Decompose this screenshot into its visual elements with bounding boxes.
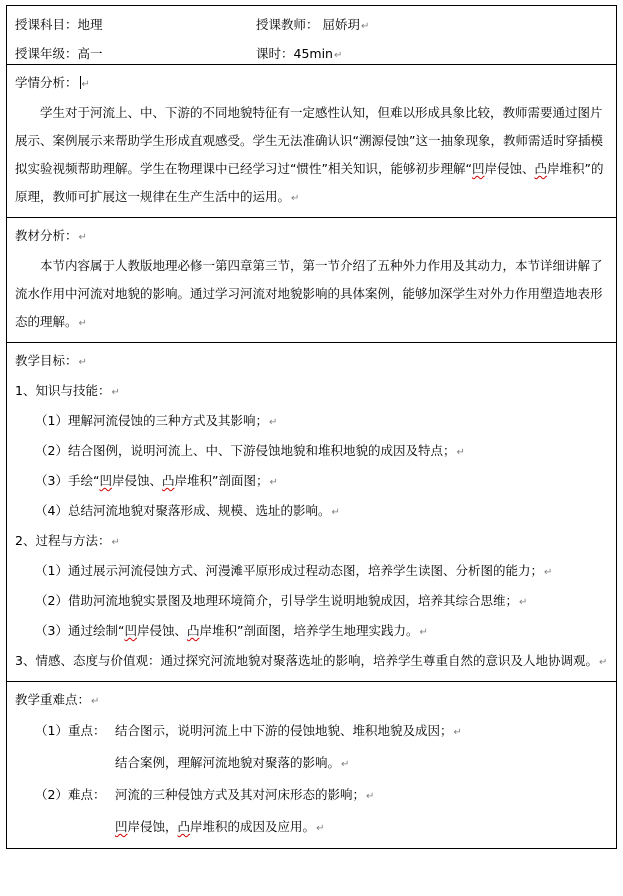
- paragraph-mark: ↵: [419, 627, 428, 638]
- paragraph-mark: ↵: [316, 823, 325, 834]
- paragraph-mark: ↵: [78, 318, 87, 329]
- textbook-analysis-text: 本节内容属于人教版地理必修一第四章第三节，第一节介绍了五种外力作用及其动力，本节详细讲解了流水作用中河流对地貌的影响。通过学习河流对地貌影响的具体案例，能够加深学生对外力作用塑造地表形态的理解。↵: [15, 258, 603, 329]
- difficult-point-label: （2）难点：: [35, 787, 106, 802]
- key-point-text: 结合图示，说明河流上中下游的侵蚀地貌、堆积地貌及成因；: [115, 723, 453, 738]
- values-goal: 3、情感、态度与价值观：通过探究河流地貌对聚落选址的影响，培养学生尊重自然的意识及人地协调观。: [15, 653, 598, 668]
- goal-item: （3）手绘“凹岸侵蚀、凸岸堆积”剖面图；↵: [35, 473, 278, 488]
- section-title: 学情分析：: [15, 75, 78, 90]
- paragraph-mark: ↵: [78, 357, 87, 368]
- paragraph-mark: ↵: [518, 597, 528, 608]
- course-info-header: [7, 6, 616, 64]
- key-point-label: （1）重点：: [35, 723, 106, 738]
- spellcheck-word[interactable]: 凸: [177, 819, 191, 834]
- spellcheck-word[interactable]: 凹: [471, 161, 485, 176]
- paragraph-mark: ↵: [456, 447, 465, 458]
- section-title: 教学目标：: [15, 353, 78, 368]
- grade-text: 授课年级：高一: [15, 46, 103, 61]
- paragraph-mark: ↵: [333, 50, 343, 61]
- teacher-text: 授课教师： 屈娇玥: [256, 17, 360, 32]
- knowledge-skills-heading: 1、知识与技能：: [15, 383, 111, 398]
- goal-item: （1）理解河流侵蚀的三种方式及其影响；: [35, 413, 268, 428]
- paragraph-mark: ↵: [341, 759, 350, 770]
- goal-item: （1）通过展示河流侵蚀方式、河漫滩平原形成过程动态图，培养学生读图、分析图的能力；: [35, 563, 543, 578]
- process-methods-heading: 2、过程与方法：: [15, 533, 111, 548]
- difficult-point-row: [15, 780, 608, 812]
- textbook-analysis-section: [7, 217, 616, 342]
- goal-item: （4）总结河流地貌对聚落形成、规模、选址的影响。: [35, 503, 331, 518]
- spellcheck-word[interactable]: 凸: [186, 623, 200, 638]
- paragraph-mark: ↵: [269, 477, 278, 488]
- duration-field: [256, 44, 342, 62]
- grade-field: [15, 44, 103, 62]
- difficult-point-text: 河流的三种侵蚀方式及其对河床形态的影响；: [115, 787, 366, 802]
- paragraph-mark: ↵: [111, 537, 120, 548]
- paragraph-mark: ↵: [543, 567, 553, 578]
- teaching-goals-section: [7, 342, 616, 681]
- text-cursor: [80, 76, 81, 89]
- key-difficult-points-section: [7, 681, 616, 848]
- lesson-plan-table: [6, 5, 617, 849]
- paragraph-mark: ↵: [360, 21, 370, 32]
- learning-analysis-text: 学生对于河流上、中、下游的不同地貌特征有一定感性认知，但难以形成具象比较，教师需要通过图片展示、案例展示来帮助学生形成直观感受。学生无法准确认识“溯源侵蚀”这一抽象现象，教师需适时穿插模拟实验视频帮助理解。学生在物理课中已经学习过“惯性”相关知识，能够初步理解“凹岸侵蚀、凸岸堆积”的原理，教师可扩展这一规律在生产生活中的运用。↵: [15, 105, 604, 204]
- learning-analysis-section: [7, 64, 616, 217]
- paragraph-mark: ↵: [91, 696, 100, 707]
- key-point-row: [15, 748, 608, 780]
- spellcheck-word[interactable]: 凹: [115, 819, 128, 834]
- spellcheck-word[interactable]: 凸: [161, 473, 175, 488]
- paragraph-mark: ↵: [78, 232, 87, 243]
- key-point-text: 结合案例，理解河流地貌对聚落的影响。: [115, 755, 341, 770]
- paragraph-mark: ↵: [268, 417, 278, 428]
- paragraph-mark: ↵: [81, 79, 90, 90]
- subject-text: 授课科目：地理: [15, 17, 103, 32]
- paragraph-mark: ↵: [291, 193, 300, 204]
- paragraph-mark: ↵: [366, 791, 375, 802]
- spellcheck-word[interactable]: 凹: [124, 623, 137, 638]
- goal-item: （2）结合图例，说明河流上、中、下游侵蚀地貌和堆积地貌的成因及特点；: [35, 443, 456, 458]
- duration-text: 课时：45min: [256, 46, 333, 61]
- section-title: 教学重难点：: [15, 692, 91, 707]
- difficult-point-text: 凹岸侵蚀，凸岸堆积的成因及应用。↵: [115, 819, 325, 834]
- subject-field: [15, 15, 103, 33]
- difficult-point-row: [15, 812, 608, 844]
- goal-item: （3）通过绘制“凹岸侵蚀、凸岸堆积”剖面图，培养学生地理实践力。↵: [35, 623, 428, 638]
- teacher-field: [256, 15, 369, 33]
- section-title: 教材分析：: [15, 228, 78, 243]
- key-point-row: [15, 716, 608, 748]
- paragraph-mark: ↵: [331, 507, 340, 518]
- goal-item: （2）借助河流地貌实景图及地理环境简介，引导学生说明地貌成因，培养其综合思维；: [35, 593, 518, 608]
- paragraph-mark: ↵: [598, 657, 608, 668]
- paragraph-mark: ↵: [111, 387, 120, 398]
- paragraph-mark: ↵: [453, 727, 462, 738]
- spellcheck-word[interactable]: 凸: [534, 161, 547, 176]
- spellcheck-word[interactable]: 凹: [99, 473, 112, 488]
